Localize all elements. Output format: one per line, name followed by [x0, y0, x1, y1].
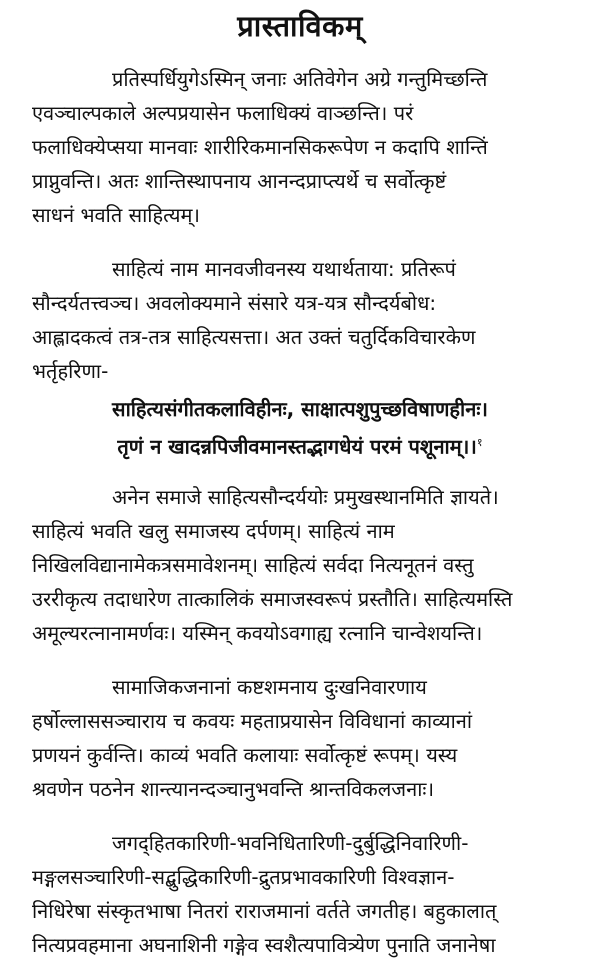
paragraph-line: प्रतिस्पर्धियुगेऽस्मिन् जनाः अतिवेगेन अग्रे गन्तुमिच्छन्ति: [112, 67, 488, 91]
paragraph-line: प्राप्नुवन्ति। अतः शान्तिस्थापनाय आनन्दप्राप्त्यर्थे च सर्वोत्कृष्टं: [32, 169, 447, 193]
paragraph-line: अनेन समाजे साहित्यसौन्दर्ययोः प्रमुखस्थानमिति ज्ञायते।: [112, 485, 499, 509]
page-title: प्रास्ताविकम्: [237, 9, 363, 43]
paragraph-line: प्रणयनं कुर्वन्ति। काव्यं भवति कलायाः सर्वोत्कृष्टं रूपम्। यस्य: [32, 743, 458, 767]
paragraph-line: नित्यप्रवहमाना अघनाशिनी गङ्गेव स्वशैत्यपावित्र्येण पुनाति जनानेषा: [32, 933, 496, 957]
paragraph-line: एवञ्चाल्पकाले अल्पप्रयासेन फलाधिक्यं वाञ्छन्ति। परं: [32, 101, 414, 125]
paragraph-line: श्रवणेन पठनेन शान्त्यानन्दञ्चानुभवन्ति श्रान्तविकलजनाः।: [32, 777, 435, 801]
paragraph-line: अमूल्यरत्नानामर्णवः। यस्मिन् कवयोऽवगाह्य रत्नानि चान्वेशयन्ति।: [32, 621, 483, 645]
paragraph-line: निखिलविद्यानामेकत्रसमावेशनम्। साहित्यं सर्वदा नित्यनूतनं वस्तु: [32, 553, 474, 577]
paragraph-line: हर्षोल्लाससञ्चाराय च कवयः महताप्रयासेन विविधानां काव्यानां: [32, 709, 473, 733]
paragraph-line: जगद्हितकारिणी-भवनिधितारिणी-दुर्बुद्धिनिवारिणी-: [112, 831, 469, 855]
footnote-mark: १: [476, 436, 483, 449]
verse-text: तृणं न खादन्नपिजीवमानस्तद्भागधेयं परमं पशूनाम्।।: [117, 434, 477, 459]
paragraph-line: फलाधिक्येप्सया मानवाः शारीरिकमानसिकरूपेण न कदापि शान्तिं: [32, 135, 488, 159]
paragraph-line: उररीकृत्य तदाधारेण तात्कालिकं समाजस्वरूपं प्रस्तौति। साहित्यमस्ति: [32, 587, 513, 611]
paragraph-line: साहित्यं भवति खलु समाजस्य दर्पणम्। साहित्यं नाम: [32, 519, 395, 543]
paragraph-line: साहित्यं नाम मानवजीवनस्य यथार्थताया: प्रतिरूपं: [112, 257, 456, 281]
paragraph-line: निधिरेषा संस्कृतभाषा नितरां राराजमानां वर्तते जगतीह। बहुकालात्: [32, 899, 497, 923]
verse-line: साहित्यसंगीतकलाविहीनः, साक्षात्पशुपुच्छविषाणहीनः।: [112, 397, 488, 421]
paragraph-line: साधनं भवति साहित्यम्।: [32, 203, 201, 227]
paragraph-line: भर्तृहरिणा-: [32, 359, 109, 383]
paragraph-line: आह्लादकत्वं तत्र-तत्र साहित्यसत्ता। अत उक्तं चतुर्दिकविचारकेण: [32, 325, 476, 349]
paragraph-line: मङ्गलसञ्चारिणी-सद्बुद्धिकारिणी-द्रुतप्रभावकारिणी विश्वज्ञान-: [32, 865, 455, 889]
paragraph-line: सौन्दर्यतत्त्वञ्च। अवलोक्यमाने संसारे यत्र-यत्र सौन्दर्यबोध:: [32, 291, 437, 315]
paragraph-line: सामाजिकजनानां कष्टशमनाय दुःखनिवारणाय: [112, 675, 427, 699]
verse-line: [0, 426, 600, 464]
